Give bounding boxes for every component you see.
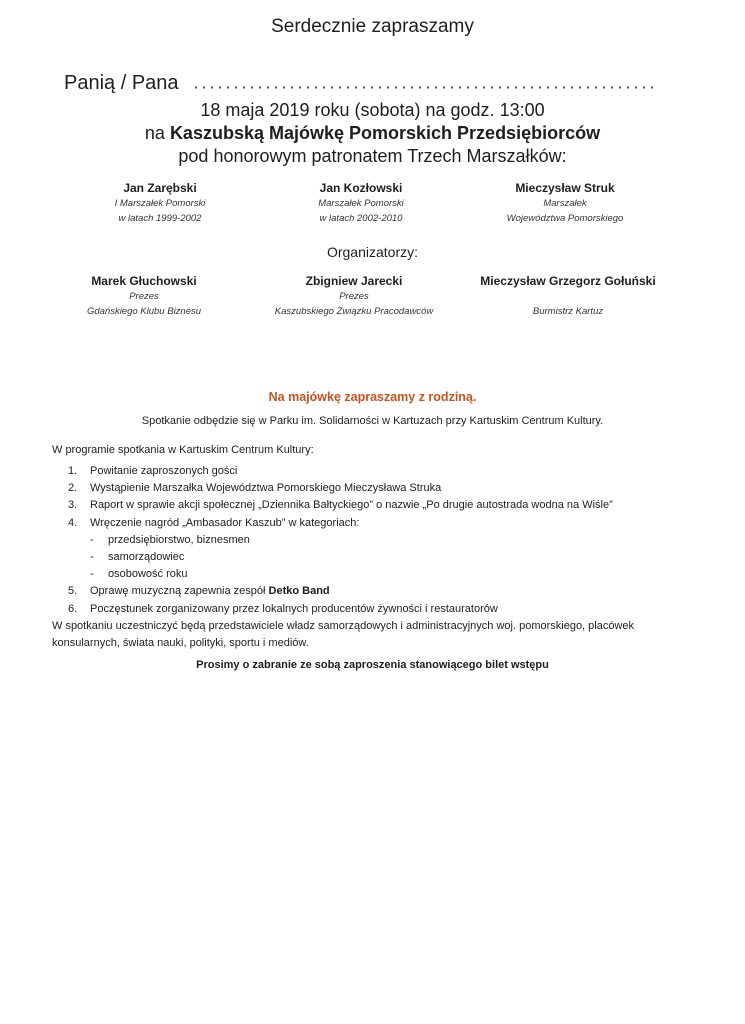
list-number: 6. bbox=[68, 602, 78, 615]
organizers-heading: Organizatorzy: bbox=[326, 244, 419, 260]
marshal-3 bbox=[435, 180, 695, 226]
event-prefix: na bbox=[144, 123, 170, 143]
list-item bbox=[68, 480, 613, 497]
addressee-dotted-line bbox=[192, 86, 654, 89]
person-name: Zbigniew Jarecki bbox=[305, 274, 403, 288]
event-name: Kaszubską Majówkę Pomorskich Przedsiębiorców bbox=[169, 123, 601, 143]
greeting-heading: Serdecznie zapraszamy bbox=[271, 16, 474, 37]
person-role: Marszałek Pomorski bbox=[318, 198, 404, 209]
list-item bbox=[68, 601, 613, 618]
list-number: 1. bbox=[68, 465, 78, 477]
addressee-label: Panią / Pana bbox=[64, 72, 179, 94]
person-role: Województwa Pomorskiego bbox=[506, 213, 624, 224]
category-item bbox=[68, 566, 613, 583]
category-text: osobowość roku bbox=[108, 568, 188, 581]
attendees-paragraph: W spotkaniu uczestniczyć będą przedstawiciele władz samorządowych i administracyjnych woj. pomorskiego, placówek konsularnych, świata nauki, polityki, sportu i mediów. bbox=[52, 620, 635, 649]
person-role: Gdańskiego Klubu Biznesu bbox=[86, 306, 202, 317]
list-number: 3. bbox=[68, 499, 78, 512]
list-text: Wręczenie nagród „Ambasador Kaszub” w kategoriach: bbox=[90, 516, 360, 529]
category-dash: - bbox=[90, 551, 94, 564]
program-list bbox=[68, 463, 613, 618]
list-text: Raport w sprawie akcji społecznej „Dziennika Bałtyckiego” o nazwie „Po drugie autostrada wodna na Wiśle” bbox=[90, 499, 613, 512]
person-role: Kaszubskiego Związku Pracodawców bbox=[274, 306, 434, 317]
event-title bbox=[0, 123, 745, 144]
list-number: 4. bbox=[68, 516, 78, 529]
patronage-line: pod honorowym patronatem Trzech Marszałków: bbox=[178, 146, 567, 166]
ticket-note: Prosimy o zabranie ze sobą zaproszenia stanowiącego bilet wstępu bbox=[196, 659, 549, 671]
person-name: Jan Kozłowski bbox=[319, 181, 403, 195]
list-text: Wystąpienie Marszałka Województwa Pomorskiego Mieczysława Struka bbox=[90, 482, 442, 495]
person-name: Jan Zarębski bbox=[123, 181, 197, 195]
list-item bbox=[68, 497, 613, 514]
category-item bbox=[68, 532, 613, 549]
program-intro: W programie spotkania w Kartuskim Centrum Kultury: bbox=[52, 444, 314, 456]
list-number: 5. bbox=[68, 585, 78, 598]
category-item bbox=[68, 549, 613, 566]
person-role: Burmistrz Kartuz bbox=[532, 306, 604, 317]
list-item bbox=[68, 463, 613, 480]
person-name: Mieczysław Grzegorz Gołuński bbox=[480, 274, 656, 288]
list-number: 2. bbox=[68, 482, 78, 495]
person-role: I Marszałek Pomorski bbox=[114, 198, 206, 209]
category-dash: - bbox=[90, 533, 94, 546]
person-role: w latach 1999-2002 bbox=[118, 213, 202, 224]
category-text: samorządowiec bbox=[108, 551, 185, 564]
meeting-place: Spotkanie odbędzie się w Parku im. Solidarności w Kartuzach przy Kartuskim Centrum Kultury. bbox=[141, 415, 604, 427]
person-name: Mieczysław Struk bbox=[515, 181, 615, 195]
music-text: Oprawę muzyczną zapewnia zespół bbox=[90, 585, 269, 598]
family-invite: Na majówkę zapraszamy z rodziną. bbox=[268, 390, 477, 404]
list-text bbox=[90, 583, 330, 600]
person-role: Marszałek bbox=[543, 198, 587, 209]
person-name: Marek Głuchowski bbox=[91, 274, 197, 288]
category-text: przedsiębiorstwo, biznesmen bbox=[108, 533, 250, 546]
person-role: Prezes bbox=[129, 291, 159, 302]
list-item bbox=[68, 515, 613, 532]
person-role: Prezes bbox=[339, 291, 369, 302]
person-role bbox=[438, 289, 698, 304]
list-item bbox=[68, 583, 613, 600]
band-name: Detko Band bbox=[268, 585, 330, 598]
list-text: Poczęstunek zorganizowany przez lokalnych producentów żywności i restauratorów bbox=[90, 602, 498, 615]
list-text: Powitanie zaproszonych gości bbox=[90, 465, 238, 477]
organizer-3 bbox=[438, 273, 698, 319]
person-role: w latach 2002-2010 bbox=[319, 213, 403, 224]
category-dash: - bbox=[90, 568, 94, 581]
event-date: 18 maja 2019 roku (sobota) na godz. 13:00 bbox=[200, 100, 545, 120]
